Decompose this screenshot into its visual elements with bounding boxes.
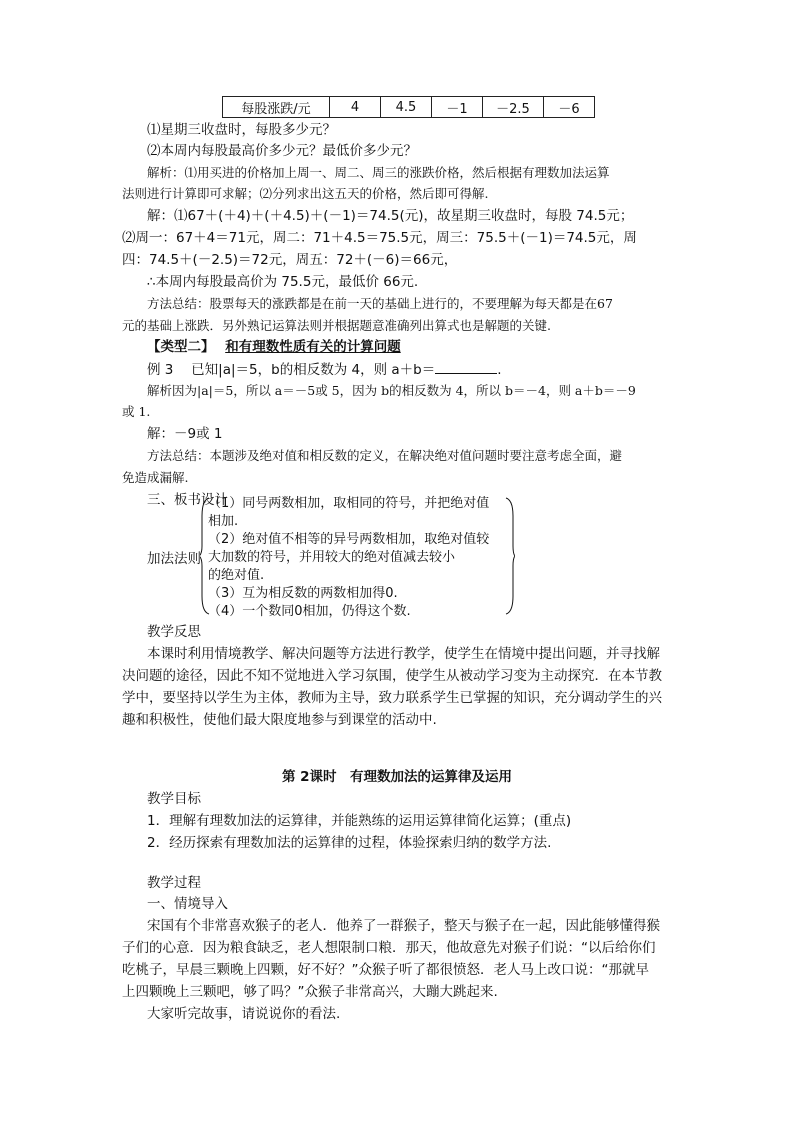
analysis-line: 或 1. [122, 404, 151, 419]
solution-line: 解：⑴67＋(＋4)＋(＋4.5)＋(－1)＝74.5(元)，故星期三收盘时，每股 74.5元； [147, 208, 634, 224]
board-rule-line: （1）同号两数相加，取相同的符号，并把绝对值 [208, 496, 490, 511]
method-summary-line: 方法总结：本题涉及绝对值和相反数的定义，在解决绝对值问题时要注意考虑全面，避 [147, 448, 623, 463]
right-brace-icon [505, 496, 515, 616]
reflection-line: 趣和积极性，使他们最大限度地参与到课堂的活动中. [122, 712, 437, 728]
board-rule-label: 加法法则 [147, 551, 201, 567]
analysis-line: 解析因为|a|＝5，所以 a＝－5或 5，因为 b的相反数为 4，所以 b＝－4，则 a＋b＝－9 [147, 383, 636, 398]
board-rule-line: 的绝对值. [208, 568, 265, 583]
stock-change-table [222, 96, 595, 118]
process-subheading: 一、情境导入 [147, 896, 228, 912]
question-2: ⑵本周内每股最高价多少元？最低价多少元？ [147, 143, 417, 159]
solution-line: ⑵周一：67＋4＝71元，周二：71＋4.5＝75.5元，周三：75.5＋(－1)＝74.5元，周 [122, 230, 637, 246]
question-1: ⑴星期三收盘时，每股多少元？ [147, 122, 336, 138]
table-cell: －6 [544, 97, 595, 118]
analysis-line: 解析：⑴用买进的价格加上周一、周二、周三的涨跌价格，然后根据有理数加法运算 [147, 165, 610, 180]
story-line: 上四颗晚上三颗吧，够了吗？”众猴子非常高兴，大蹦大跳起来. [122, 984, 498, 1000]
solution-line: 四：74.5＋(－2.5)＝72元，周五：72＋(－6)＝66元， [122, 252, 458, 268]
table-row [223, 97, 595, 118]
table-header-cell: 每股涨跌/元 [223, 97, 330, 118]
board-rule-line: （2）绝对值不相等的异号两数相加，取绝对值较 [208, 532, 490, 547]
method-summary-line: 免造成漏解. [122, 470, 189, 485]
type-title: 和有理数性质有关的计算问题 [225, 339, 401, 355]
answer-line: 解：－9或 1 [147, 426, 223, 442]
reflection-line: 本课时利用情境教学、解决问题等方法进行教学，使学生在情境中提出问题，并寻找解 [147, 646, 660, 662]
lesson-title: 第 2课时 有理数加法的运算律及运用 [281, 769, 513, 785]
table-cell: 4 [330, 97, 381, 118]
story-line: 大家听完故事，请说说你的看法. [147, 1006, 341, 1022]
goal-item: 1．理解有理数加法的运算律，并能熟练的运用运算律简化运算；(重点) [147, 813, 572, 829]
reflection-heading: 教学反思 [147, 624, 201, 640]
reflection-line: 学中，要坚持以学生为主体，教师为主导，致力联系学生已掌握的知识，充分调动学生的兴 [122, 690, 662, 706]
board-rule-line: 相加. [208, 514, 239, 529]
process-heading: 教学过程 [147, 875, 201, 891]
goals-heading: 教学目标 [147, 791, 201, 807]
board-rule-line: （3）互为相反数的两数相加得0. [208, 586, 398, 601]
table-cell: －1 [432, 97, 483, 118]
example-3 [147, 359, 502, 380]
story-line: 子们的心意．因为粮食缺乏，老人想限制口粮．那天，他故意先对猴子们说：“以后给你们 [122, 940, 656, 956]
board-rule-line: 大加数的符号，并用较大的绝对值减去较小 [208, 550, 456, 565]
type-tag: 【类型二】 [147, 339, 215, 355]
story-line: 宋国有个非常喜欢猴子的老人．他养了一群猴子，整天与猴子在一起，因此能够懂得猴 [147, 918, 660, 934]
analysis-line: 法则进行计算即可求解；⑵分列求出这五天的价格，然后即可得解. [122, 186, 489, 201]
story-line: 吃桃子，早晨三颗晚上四颗，好不好？”众猴子听了都很愤怒．老人马上改口说：“那就早 [122, 962, 649, 978]
method-summary-line: 元的基础上涨跌．另外熟记运算法则并根据题意准确列出算式也是解题的关键. [122, 318, 551, 333]
solution-line: ∴本周内每股最高价为 75.5元，最低价 66元. [147, 274, 419, 290]
goal-item: 2．经历探索有理数加法的运算律的过程，体验探索归纳的数学方法. [147, 835, 552, 851]
board-rule-line: （4）一个数同0相加，仍得这个数. [208, 604, 411, 619]
type-heading [147, 337, 401, 357]
table-cell: －2.5 [483, 97, 544, 118]
method-summary-line: 方法总结：股票每天的涨跌都是在前一天的基础上进行的，不要理解为每天都是在67 [147, 296, 613, 311]
example-3-end: . [497, 362, 502, 378]
answer-blank [435, 359, 497, 374]
reflection-line: 决问题的途径，因此不知不觉地进入学习氛围，使学生从被动学习变为主动探究．在本节教 [122, 668, 662, 684]
table-cell: 4.5 [381, 97, 432, 118]
example-3-text: 例 3 已知|a|＝5，b的相反数为 4，则 a＋b＝ [147, 362, 436, 378]
board-design-heading: 三、板书设计 [147, 492, 228, 508]
